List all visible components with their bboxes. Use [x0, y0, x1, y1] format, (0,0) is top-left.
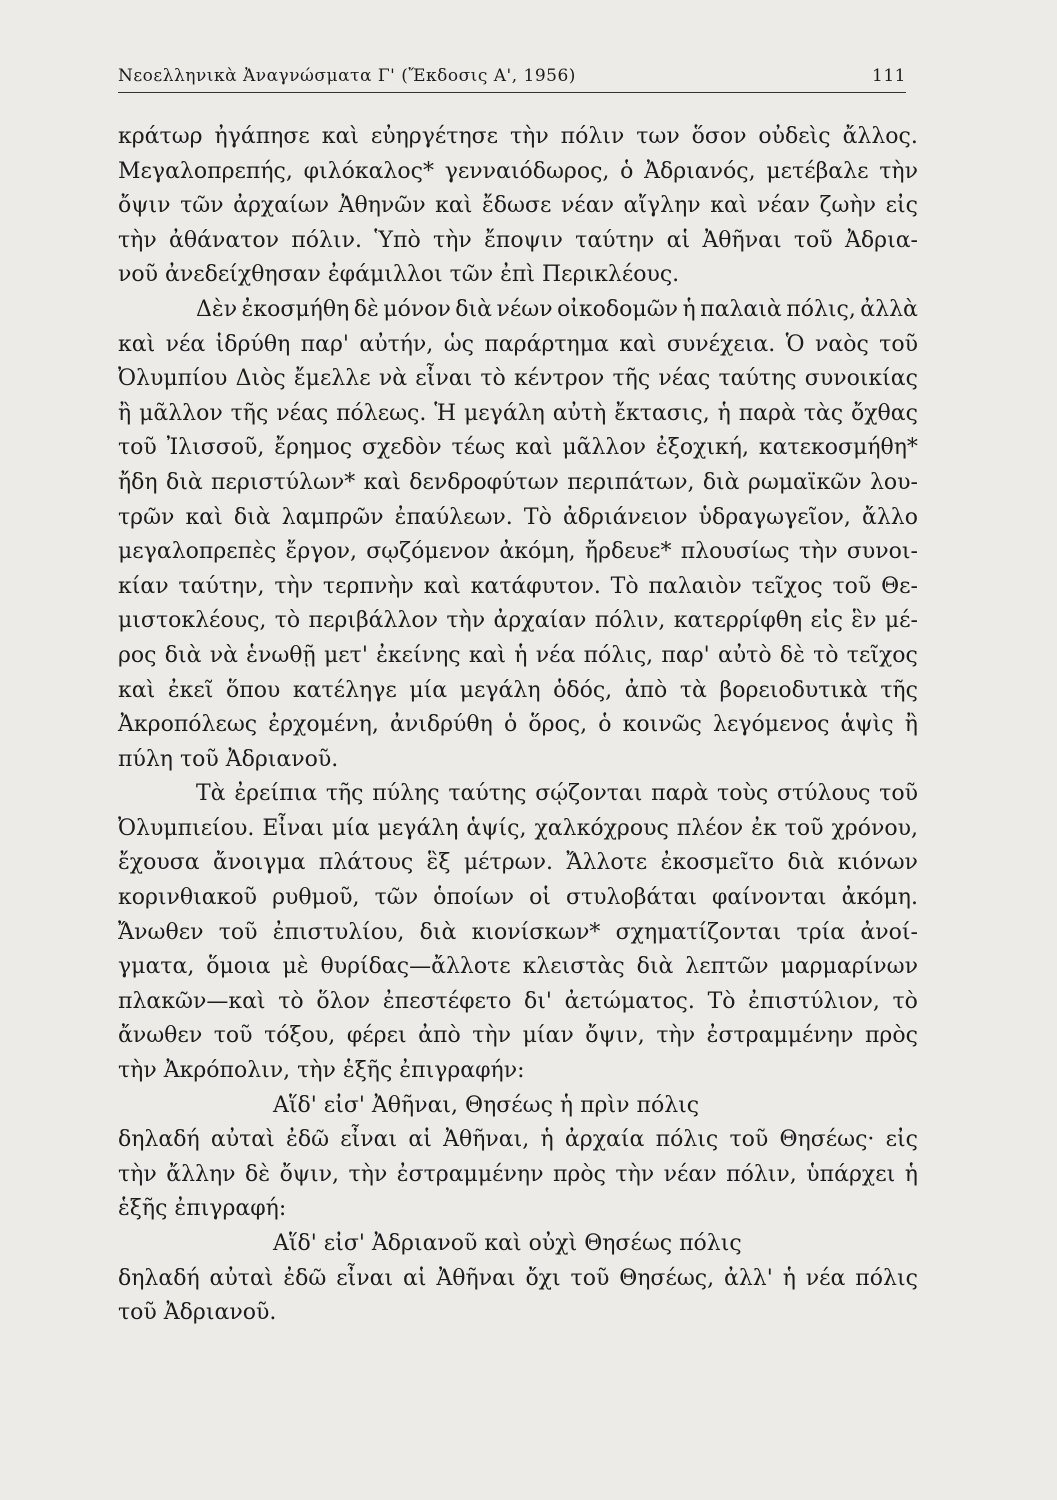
text-line: Μεγαλοπρεπής, φιλόκαλος* γενναιόδωρος, ὁ Ἀδριανός, μετέβαλε τὴν	[118, 158, 918, 184]
text-line: δηλαδή αὐταὶ ἐδῶ εἶναι αἱ Ἀθῆναι, ἡ ἀρχαία πόλις τοῦ Θησέως· εἰς	[118, 1127, 918, 1153]
text-line: ἤδη διὰ περιστύλων* καὶ δενδροφύτων περιπάτων, διὰ ρωμαϊκῶν λου-	[118, 469, 918, 495]
text-line: Τὰ ἐρείπια τῆς πύλης ταύτης σῴζονται παρὰ τοὺς στύλους τοῦ	[196, 781, 918, 807]
text-line: τὴν ἀθάνατον πόλιν. Ὑπὸ τὴν ἔποψιν ταύτην αἱ Ἀθῆναι τοῦ Ἀδρια-	[118, 227, 918, 253]
text-line: ὄψιν τῶν ἀρχαίων Ἀθηνῶν καὶ ἔδωσε νέαν αἴγλην καὶ νέαν ζωὴν εἰς	[118, 193, 918, 219]
text-line: Αἵδ' εἰσ' Ἀδριανοῦ καὶ οὐχὶ Θησέως πόλις	[273, 1231, 742, 1256]
text-line: πλακῶν—καὶ τὸ ὅλον ἐπεστέφετο δι' ἀετώματος. Τὸ ἐπιστύλιον, τὸ	[118, 988, 918, 1014]
text-line: Ἄνωθεν τοῦ ἐπιστυλίου, διὰ κιονίσκων* σχηματίζονται τρία ἀνοί-	[118, 919, 918, 945]
text-line: τρῶν καὶ διὰ λαμπρῶν ἐπαύλεων. Τὸ ἀδριάνειον ὑδραγωγεῖον, ἄλλο	[118, 504, 918, 530]
text-line: τὴν ἄλλην δὲ ὄψιν, τὴν ἐστραμμένην πρὸς τὴν νέαν πόλιν, ὑπάρχει ἡ	[118, 1161, 918, 1187]
text-line: κράτωρ ἠγάπησε καὶ εὐηργέτησε τὴν πόλιν των ὅσον οὐδεὶς ἄλλος.	[118, 124, 918, 149]
text-line: Ὀλυμπιείου. Εἶναι μία μεγάλη ἁψίς, χαλκόχρους πλέον ἐκ τοῦ χρόνου,	[118, 815, 918, 841]
text-line: καὶ ἐκεῖ ὅπου κατέληγε μία μεγάλη ὁδός, ἀπὸ τὰ βορειοδυτικὰ τῆς	[118, 677, 918, 703]
running-header	[118, 62, 906, 93]
text-line: νοῦ ἀνεδείχθησαν ἐφάμιλλοι τῶν ἐπὶ Περικλέους.	[118, 262, 680, 288]
text-line: ρος διὰ νὰ ἑνωθῇ μετ' ἐκείνης καὶ ἡ νέα πόλις, παρ' αὐτὸ δὲ τὸ τεῖχος	[118, 642, 918, 668]
text-line: μιστοκλέους, τὸ περιβάλλον τὴν ἀρχαίαν πόλιν, κατερρίφθη εἰς ἓν μέ-	[118, 608, 918, 634]
text-line: γματα, ὅμοια μὲ θυρίδας—ἄλλοτε κλειστὰς διὰ λεπτῶν μαρμαρίνων	[118, 954, 918, 980]
text-line: κορινθιακοῦ ρυθμοῦ, τῶν ὁποίων οἱ στυλοβάται φαίνονται ἀκόμη.	[118, 885, 918, 911]
text-line: τοῦ Ἰλισσοῦ, ἔρημος σχεδὸν τέως καὶ μᾶλλον ἐξοχική, κατεκοσμήθη*	[118, 435, 918, 461]
text-line: τὴν Ἀκρόπολιν, τὴν ἑξῆς ἐπιγραφήν:	[118, 1058, 525, 1084]
text-line: ἑξῆς ἐπιγραφή:	[118, 1196, 287, 1222]
text-line: τοῦ Ἀδριανοῦ.	[118, 1300, 277, 1326]
text-line: ἢ μᾶλλον τῆς νέας πόλεως. Ἡ μεγάλη αὐτὴ ἔκτασις, ἡ παρὰ τὰς ὄχθας	[118, 400, 918, 426]
text-line: ἔχουσα ἄνοιγμα πλάτους ἓξ μέτρων. Ἄλλοτε ἐκοσμεῖτο διὰ κιόνων	[118, 850, 918, 876]
text-line: καὶ νέα ἱδρύθη παρ' αὐτήν, ὡς παράρτημα καὶ συνέχεια. Ὁ ναὸς τοῦ	[118, 331, 918, 357]
text-line: κίαν ταύτην, τὴν τερπνὴν καὶ κατάφυτον. Τὸ παλαιὸν τεῖχος τοῦ Θε-	[118, 573, 918, 599]
text-line: Αἵδ' εἰσ' Ἀθῆναι, Θησέως ἡ πρὶν πόλις	[273, 1092, 700, 1118]
body-text	[118, 120, 918, 1331]
text-line: ἄνωθεν τοῦ τόξου, φέρει ἀπὸ τὴν μίαν ὄψιν, τὴν ἐστραμμένην πρὸς	[118, 1023, 918, 1049]
text-line: Δὲν ἐκοσμήθη δὲ μόνον διὰ νέων οἰκοδομῶν ἡ παλαιὰ πόλις, ἀλλὰ	[196, 296, 918, 322]
text-line: Ὀλυμπίου Διὸς ἔμελλε νὰ εἶναι τὸ κέντρον τῆς νέας ταύτης συνοικίας	[118, 366, 918, 392]
text-line: Ἀκροπόλεως ἐρχομένη, ἀνιδρύθη ὁ ὅρος, ὁ κοινῶς λεγόμενος ἁψὶς ἢ	[118, 712, 918, 738]
text-line: μεγαλοπρεπὲς ἔργον, σῳζόμενον ἀκόμη, ἤρδευε* πλουσίως τὴν συνοι-	[118, 539, 918, 565]
text-line: πύλη τοῦ Ἀδριανοῦ.	[118, 746, 339, 772]
header-title: Νεοελληνικὰ Ἀναγνώσματα Γ' (Ἔκδοσις Α', 1956)	[118, 66, 576, 86]
page-number: 111	[872, 66, 906, 86]
text-line: δηλαδή αὐταὶ ἐδῶ εἶναι αἱ Ἀθῆναι ὄχι τοῦ Θησέως, ἀλλ' ἡ νέα πόλις	[118, 1265, 918, 1291]
